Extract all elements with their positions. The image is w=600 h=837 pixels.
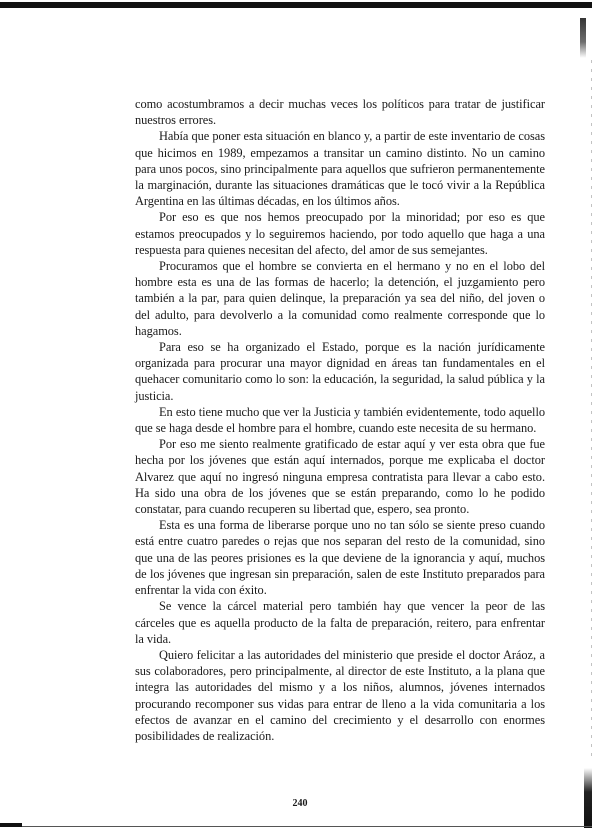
scan-bottom-rule bbox=[22, 826, 592, 827]
paragraph-9: Se vence la cárcel material pero también hay que vencer la peor de las cárceles que es aquella producto de la falta de preparación, reitero, para enfrentar la vida. bbox=[135, 599, 545, 646]
scan-right-edge bbox=[591, 60, 592, 760]
paragraph-10: Quiero felicitar a las autoridades del ministerio que preside el doctor Aráoz, a sus colaboradores, pero principalmente, al director de este Instituto, a la plana que integra las autoridades del mismo y a los niños, alumnos, jóvenes internados procurando recomponer sus vidas para entrar de lleno a la vida comunitaria a los efectos de avanzar en el camino del crecimiento y el desarrollo con enormes posibilidades de realización. bbox=[135, 647, 545, 743]
paragraph-1: como acostumbramos a decir muchas veces los políticos para tratar de justificar nuestros errores. bbox=[135, 97, 545, 128]
body-text bbox=[135, 96, 545, 744]
paragraph-4: Procuramos que el hombre se convierta en el hermano y no en el lobo del hombre esta es una de las formas de hacerlo; la detención, el juzgamiento pero también a la par, para quien delinque, la preparación ya sea del niño, del joven o del adulto, para devolverlo a la comunidad como realmente corresponde que lo hagamos. bbox=[135, 259, 545, 338]
paragraph-5: Para eso se ha organizado el Estado, porque es la nación jurídicamente organizada para procurar una mayor dignidad en áreas tan fundamentales en el quehacer comunitario como lo son: la educación, la seguridad, la salud pública y la justicia. bbox=[135, 340, 545, 403]
page-number: 240 bbox=[292, 798, 308, 809]
paragraph-2: Había que poner esta situación en blanco y, a partir de este inventario de cosas que hicimos en 1989, empezamos a transitar un camino distinto. No un camino para unos pocos, sino principalmente para aquellos que sufrieron permanentemente la marginación, durante las situaciones dramáticas que le tocó vivir a la República Argentina en las últimas décadas, en los últimos años. bbox=[135, 129, 545, 209]
paragraph-7: Por eso me siento realmente gratificado de estar aquí y ver esta obra que fue hecha por los jóvenes que están aquí internados, porque me explicaba el doctor Alvarez que aquí no ingresó ninguna empresa contratista para llevar a cabo esto. Ha sido una obra de los jóvenes que se están preparando, como lo he podido constatar, para cuando recuperen su libertad que, espero, sea pronto. bbox=[135, 437, 545, 517]
paragraph-3: Por eso es que nos hemos preocupado por la minoridad; por eso es que estamos preocupados y lo seguiremos haciendo, por todo aquello que haga a una respuesta para quienes necesitan del afecto, del amor de sus semejantes. bbox=[135, 210, 545, 257]
scan-top-border bbox=[0, 2, 592, 8]
paragraph-8: Esta es una forma de liberarse porque uno no tan sólo se siente preso cuando está entre cuatro paredes o rejas que nos separan del resto de la comunidad, sino que una de las peores prisiones es la que deviene de la ignorancia y aquí, muchos de los jóvenes que ingresan sin preparación, salen de este Instituto preparados para enfrentar la vida con éxito. bbox=[135, 518, 545, 598]
scan-edge-mark bbox=[580, 18, 586, 58]
scan-bottom-border bbox=[0, 823, 22, 827]
paragraph-6: En esto tiene mucho que ver la Justicia y también evidentemente, todo aquello que se haga desde el hombre para el hombre, cuando este necesita de su hermano. bbox=[135, 404, 545, 436]
